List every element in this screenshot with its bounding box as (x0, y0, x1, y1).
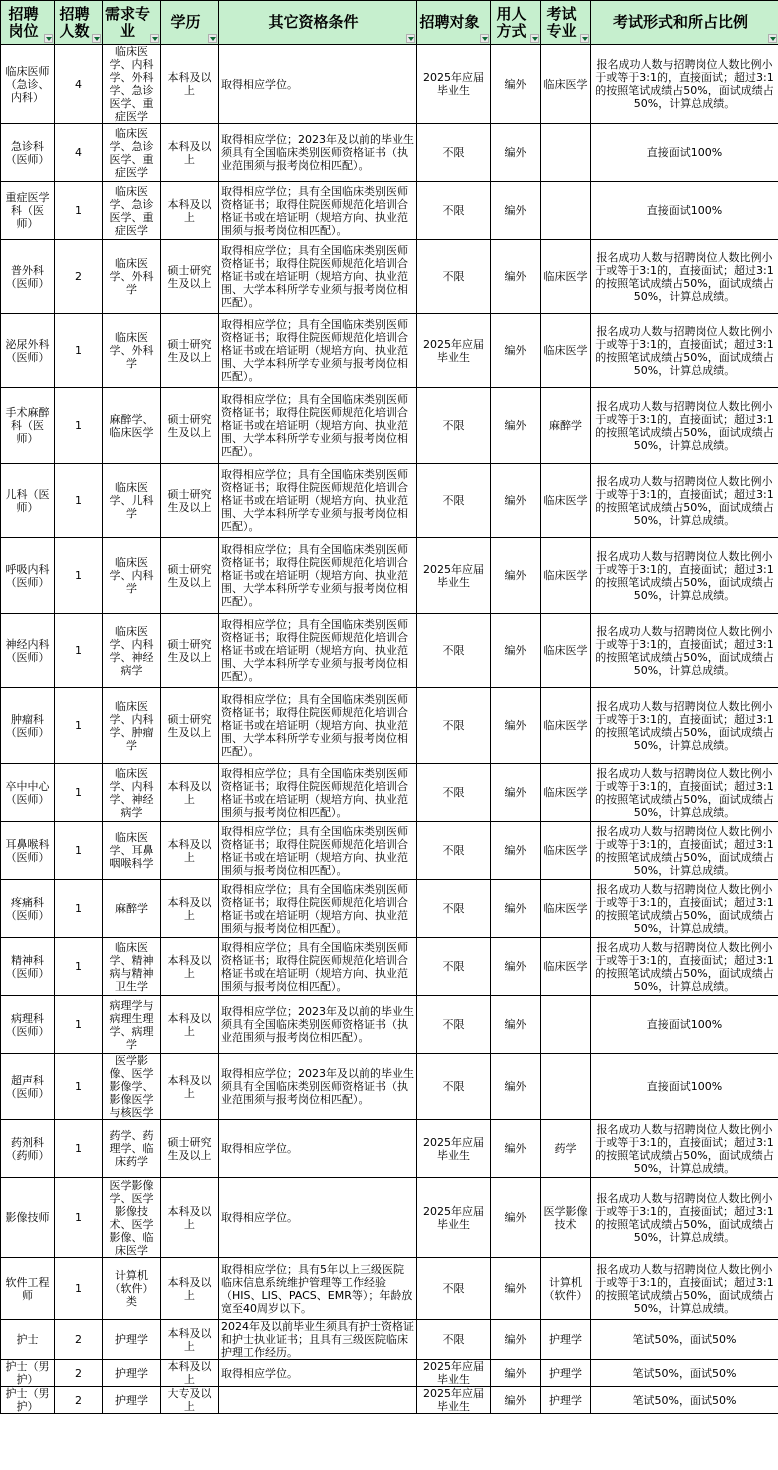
count-cell[interactable]: 4 (55, 45, 103, 124)
major-cell[interactable]: 护理学 (103, 1360, 161, 1387)
count-cell[interactable]: 1 (55, 938, 103, 996)
qualification-cell[interactable]: 取得相应学位。 (219, 45, 417, 124)
exam-major-cell[interactable]: 麻醉学 (541, 388, 591, 464)
header-cell[interactable] (591, 1, 778, 45)
major-cell[interactable]: 临床医学、急诊医学、重症医学 (103, 124, 161, 182)
qualification-cell[interactable]: 取得相应学位；具有5年以上三级医院临床信息系统维护管理等工作经验（HIS、LIS、PACS、EMR等）；年龄放宽至40周岁以下。 (219, 1258, 417, 1320)
header-label: 考试专业 (546, 4, 577, 40)
employment-mode-cell[interactable]: 编外 (491, 1054, 541, 1120)
education-cell[interactable]: 本科及以上 (161, 1054, 219, 1120)
education-cell[interactable]: 硕士研究生及以上 (161, 1120, 219, 1178)
exam-format-cell[interactable]: 报名成功人数与招聘岗位人数比例小于或等于3:1的，直接面试；超过3:1的按照笔试成绩占50%，面试成绩占50%，计算总成绩。 (591, 938, 778, 996)
major-cell[interactable]: 临床医学、内科学、神经病学 (103, 614, 161, 688)
education-cell[interactable]: 大专及以上 (161, 1387, 219, 1414)
employment-mode-cell[interactable]: 编外 (491, 764, 541, 822)
target-cell[interactable]: 不限 (417, 822, 491, 880)
employment-mode-cell[interactable]: 编外 (491, 314, 541, 388)
position-cell[interactable]: 软件工程师 (1, 1258, 55, 1320)
employment-mode-cell[interactable]: 编外 (491, 182, 541, 240)
exam-major-cell[interactable]: 医学影像技术 (541, 1178, 591, 1258)
header-cell[interactable] (219, 1, 417, 45)
qualification-cell[interactable]: 取得相应学位；具有全国临床类别医师资格证书；取得住院医师规范化培训合格证书或在培证明（规培方向、执业范围、大学本科所学专业须与报考岗位相匹配）。 (219, 614, 417, 688)
count-cell[interactable]: 1 (55, 1258, 103, 1320)
employment-mode-cell[interactable]: 编外 (491, 614, 541, 688)
target-cell[interactable]: 2025年应届毕业生 (417, 1387, 491, 1414)
major-cell[interactable]: 计算机（软件）类 (103, 1258, 161, 1320)
exam-major-cell[interactable]: 护理学 (541, 1320, 591, 1360)
table-row[interactable] (1, 388, 778, 464)
employment-mode-cell[interactable]: 编外 (491, 464, 541, 538)
education-cell[interactable]: 硕士研究生及以上 (161, 614, 219, 688)
target-cell[interactable]: 不限 (417, 388, 491, 464)
count-cell[interactable]: 2 (55, 1360, 103, 1387)
exam-format-cell[interactable]: 报名成功人数与招聘岗位人数比例小于或等于3:1的，直接面试；超过3:1的按照笔试成绩占50%，面试成绩占50%，计算总成绩。 (591, 1258, 778, 1320)
table-row[interactable] (1, 1120, 778, 1178)
qualification-cell[interactable]: 取得相应学位；具有全国临床类别医师资格证书；取得住院医师规范化培训合格证书或在培证明（规培方向、执业范围、大学本科所学专业须与报考岗位相匹配）。 (219, 388, 417, 464)
target-cell[interactable]: 2025年应届毕业生 (417, 45, 491, 124)
table-row[interactable] (1, 1178, 778, 1258)
position-cell[interactable]: 疼痛科（医师） (1, 880, 55, 938)
exam-format-cell[interactable]: 笔试50%，面试50% (591, 1320, 778, 1360)
table-row[interactable] (1, 996, 778, 1054)
qualification-cell[interactable]: 取得相应学位；2023年及以前的毕业生须具有全国临床类别医师资格证书（执业范围须与报考岗位相匹配）。 (219, 124, 417, 182)
qualification-cell[interactable]: 取得相应学位；2023年及以前的毕业生须具有全国临床类别医师资格证书（执业范围须与报考岗位相匹配）。 (219, 1054, 417, 1120)
target-cell[interactable]: 不限 (417, 996, 491, 1054)
target-cell[interactable]: 2025年应届毕业生 (417, 1178, 491, 1258)
header-cell[interactable] (541, 1, 591, 45)
header-label: 学历 (170, 13, 201, 31)
position-cell[interactable]: 护士 (1, 1320, 55, 1360)
position-cell[interactable]: 临床医师（急诊、内科） (1, 45, 55, 124)
target-cell[interactable]: 不限 (417, 1054, 491, 1120)
table-row[interactable] (1, 182, 778, 240)
filter-dropdown-icon[interactable] (580, 34, 589, 43)
education-cell[interactable]: 本科及以上 (161, 880, 219, 938)
position-cell[interactable]: 泌尿外科（医师） (1, 314, 55, 388)
position-cell[interactable]: 儿科（医师） (1, 464, 55, 538)
header-cell[interactable] (55, 1, 103, 45)
employment-mode-cell[interactable]: 编外 (491, 880, 541, 938)
qualification-cell[interactable]: 取得相应学位；具有全国临床类别医师资格证书；取得住院医师规范化培训合格证书或在培证明（规培方向、执业范围、大学本科所学专业须与报考岗位相匹配）。 (219, 314, 417, 388)
employment-mode-cell[interactable]: 编外 (491, 1258, 541, 1320)
employment-mode-cell[interactable]: 编外 (491, 1387, 541, 1414)
table-row[interactable] (1, 538, 778, 614)
qualification-cell[interactable]: 取得相应学位；具有全国临床类别医师资格证书；取得住院医师规范化培训合格证书或在培证明（规培方向、执业范围、大学本科所学专业须与报考岗位相匹配）。 (219, 464, 417, 538)
exam-format-cell[interactable]: 报名成功人数与招聘岗位人数比例小于或等于3:1的，直接面试；超过3:1的按照笔试成绩占50%，面试成绩占50%，计算总成绩。 (591, 388, 778, 464)
table-row[interactable] (1, 124, 778, 182)
position-cell[interactable]: 药剂科（药师） (1, 1120, 55, 1178)
header-cell[interactable] (491, 1, 541, 45)
qualification-cell[interactable]: 取得相应学位。 (219, 1178, 417, 1258)
target-cell[interactable]: 2025年应届毕业生 (417, 538, 491, 614)
count-cell[interactable]: 1 (55, 464, 103, 538)
count-cell[interactable]: 2 (55, 1320, 103, 1360)
education-cell[interactable]: 硕士研究生及以上 (161, 464, 219, 538)
count-cell[interactable]: 1 (55, 388, 103, 464)
filter-dropdown-icon[interactable] (92, 34, 101, 43)
exam-format-cell[interactable]: 报名成功人数与招聘岗位人数比例小于或等于3:1的，直接面试；超过3:1的按照笔试成绩占50%，面试成绩占50%，计算总成绩。 (591, 688, 778, 764)
major-cell[interactable]: 临床医学、内科学、肿瘤学 (103, 688, 161, 764)
table-row[interactable] (1, 240, 778, 314)
exam-major-cell[interactable]: 护理学 (541, 1387, 591, 1414)
major-cell[interactable]: 病理学与病理生理学、病理学 (103, 996, 161, 1054)
exam-major-cell[interactable] (541, 1054, 591, 1120)
header-label: 需求专业 (105, 4, 151, 40)
table-row[interactable] (1, 45, 778, 124)
employment-mode-cell[interactable]: 编外 (491, 1320, 541, 1360)
position-cell[interactable]: 影像技师 (1, 1178, 55, 1258)
exam-format-cell[interactable]: 报名成功人数与招聘岗位人数比例小于或等于3:1的，直接面试；超过3:1的按照笔试成绩占50%，面试成绩占50%，计算总成绩。 (591, 614, 778, 688)
exam-format-cell[interactable]: 报名成功人数与招聘岗位人数比例小于或等于3:1的，直接面试；超过3:1的按照笔试成绩占50%，面试成绩占50%，计算总成绩。 (591, 45, 778, 124)
major-cell[interactable]: 麻醉学、临床医学 (103, 388, 161, 464)
table-row[interactable] (1, 614, 778, 688)
count-cell[interactable]: 1 (55, 1178, 103, 1258)
table-row[interactable] (1, 1054, 778, 1120)
target-cell[interactable]: 不限 (417, 614, 491, 688)
table-row[interactable] (1, 938, 778, 996)
position-cell[interactable]: 耳鼻喉科（医师） (1, 822, 55, 880)
education-cell[interactable]: 本科及以上 (161, 764, 219, 822)
position-cell[interactable]: 呼吸内科（医师） (1, 538, 55, 614)
exam-format-cell[interactable]: 报名成功人数与招聘岗位人数比例小于或等于3:1的，直接面试；超过3:1的按照笔试成绩占50%，面试成绩占50%，计算总成绩。 (591, 464, 778, 538)
qualification-cell[interactable]: 取得相应学位；具有全国临床类别医师资格证书；取得住院医师规范化培训合格证书或在培证明（规培方向、执业范围、大学本科所学专业须与报考岗位相匹配）。 (219, 240, 417, 314)
header-cell[interactable] (417, 1, 491, 45)
exam-major-cell[interactable]: 计算机（软件） (541, 1258, 591, 1320)
filter-dropdown-icon[interactable] (480, 34, 489, 43)
education-cell[interactable]: 硕士研究生及以上 (161, 240, 219, 314)
position-cell[interactable]: 病理科（医师） (1, 996, 55, 1054)
filter-dropdown-icon[interactable] (44, 34, 53, 43)
exam-format-cell[interactable]: 笔试50%，面试50% (591, 1360, 778, 1387)
header-label: 招聘人数 (59, 4, 90, 40)
employment-mode-cell[interactable]: 编外 (491, 1178, 541, 1258)
filter-dropdown-icon[interactable] (406, 34, 415, 43)
major-cell[interactable]: 临床医学、精神病与精神卫生学 (103, 938, 161, 996)
education-cell[interactable]: 硕士研究生及以上 (161, 688, 219, 764)
exam-format-cell[interactable]: 报名成功人数与招聘岗位人数比例小于或等于3:1的，直接面试；超过3:1的按照笔试成绩占50%，面试成绩占50%，计算总成绩。 (591, 538, 778, 614)
education-cell[interactable]: 本科及以上 (161, 938, 219, 996)
qualification-cell[interactable]: 取得相应学位；具有全国临床类别医师资格证书；取得住院医师规范化培训合格证书或在培证明（规培方向、执业范围、大学本科所学专业须与报考岗位相匹配）。 (219, 538, 417, 614)
exam-major-cell[interactable]: 临床医学 (541, 464, 591, 538)
count-cell[interactable]: 2 (55, 240, 103, 314)
position-cell[interactable]: 卒中中心（医师） (1, 764, 55, 822)
employment-mode-cell[interactable]: 编外 (491, 1360, 541, 1387)
major-cell[interactable]: 临床医学、内科学 (103, 538, 161, 614)
education-cell[interactable]: 硕士研究生及以上 (161, 538, 219, 614)
exam-major-cell[interactable]: 药学 (541, 1120, 591, 1178)
exam-major-cell[interactable]: 临床医学 (541, 880, 591, 938)
count-cell[interactable]: 1 (55, 822, 103, 880)
education-cell[interactable]: 硕士研究生及以上 (161, 314, 219, 388)
education-cell[interactable]: 本科及以上 (161, 996, 219, 1054)
education-cell[interactable]: 本科及以上 (161, 182, 219, 240)
table-row[interactable] (1, 1360, 778, 1387)
count-cell[interactable]: 1 (55, 996, 103, 1054)
count-cell[interactable]: 1 (55, 1120, 103, 1178)
employment-mode-cell[interactable]: 编外 (491, 240, 541, 314)
exam-major-cell[interactable] (541, 182, 591, 240)
exam-major-cell[interactable] (541, 996, 591, 1054)
header-cell[interactable] (161, 1, 219, 45)
exam-format-cell[interactable]: 报名成功人数与招聘岗位人数比例小于或等于3:1的，直接面试；超过3:1的按照笔试成绩占50%，面试成绩占50%，计算总成绩。 (591, 240, 778, 314)
qualification-cell[interactable]: 取得相应学位。 (219, 1120, 417, 1178)
exam-major-cell[interactable]: 临床医学 (541, 240, 591, 314)
exam-major-cell[interactable]: 临床医学 (541, 938, 591, 996)
education-cell[interactable]: 本科及以上 (161, 1360, 219, 1387)
qualification-cell[interactable]: 取得相应学位；2023年及以前的毕业生须具有全国临床类别医师资格证书（执业范围须与报考岗位相匹配）。 (219, 996, 417, 1054)
major-cell[interactable]: 药学、药理学、临床药学 (103, 1120, 161, 1178)
exam-format-cell[interactable]: 报名成功人数与招聘岗位人数比例小于或等于3:1的，直接面试；超过3:1的按照笔试成绩占50%，面试成绩占50%，计算总成绩。 (591, 764, 778, 822)
education-cell[interactable]: 本科及以上 (161, 45, 219, 124)
exam-format-cell[interactable]: 报名成功人数与招聘岗位人数比例小于或等于3:1的，直接面试；超过3:1的按照笔试成绩占50%，面试成绩占50%，计算总成绩。 (591, 1120, 778, 1178)
exam-format-cell[interactable]: 直接面试100% (591, 996, 778, 1054)
exam-major-cell[interactable]: 临床医学 (541, 688, 591, 764)
qualification-cell[interactable]: 取得相应学位；具有全国临床类别医师资格证书；取得住院医师规范化培训合格证书或在培证明（规培方向、执业范围须与报考岗位相匹配）。 (219, 764, 417, 822)
position-cell[interactable]: 神经内科（医师） (1, 614, 55, 688)
table-row[interactable] (1, 822, 778, 880)
count-cell[interactable]: 1 (55, 764, 103, 822)
exam-major-cell[interactable]: 临床医学 (541, 538, 591, 614)
header-cell[interactable] (1, 1, 55, 45)
table-row[interactable] (1, 880, 778, 938)
major-cell[interactable]: 临床医学、内科学、神经病学 (103, 764, 161, 822)
major-cell[interactable]: 护理学 (103, 1320, 161, 1360)
position-cell[interactable]: 普外科（医师） (1, 240, 55, 314)
count-cell[interactable]: 1 (55, 880, 103, 938)
target-cell[interactable]: 2025年应届毕业生 (417, 1120, 491, 1178)
header-label: 招聘岗位 (8, 4, 39, 40)
major-cell[interactable]: 临床医学、急诊医学、重症医学 (103, 182, 161, 240)
qualification-cell[interactable] (219, 1387, 417, 1414)
target-cell[interactable]: 不限 (417, 688, 491, 764)
target-cell[interactable]: 2025年应届毕业生 (417, 314, 491, 388)
position-cell[interactable]: 手术麻醉科（医师） (1, 388, 55, 464)
count-cell[interactable]: 1 (55, 182, 103, 240)
exam-major-cell[interactable]: 临床医学 (541, 45, 591, 124)
count-cell[interactable]: 1 (55, 1054, 103, 1120)
employment-mode-cell[interactable]: 编外 (491, 822, 541, 880)
exam-major-cell[interactable] (541, 124, 591, 182)
major-cell[interactable]: 麻醉学 (103, 880, 161, 938)
exam-format-cell[interactable]: 报名成功人数与招聘岗位人数比例小于或等于3:1的，直接面试；超过3:1的按照笔试成绩占50%，面试成绩占50%，计算总成绩。 (591, 314, 778, 388)
employment-mode-cell[interactable]: 编外 (491, 938, 541, 996)
employment-mode-cell[interactable]: 编外 (491, 996, 541, 1054)
qualification-cell[interactable]: 取得相应学位；具有全国临床类别医师资格证书；取得住院医师规范化培训合格证书或在培证明（规培方向、执业范围、大学本科所学专业须与报考岗位相匹配）。 (219, 688, 417, 764)
qualification-cell[interactable]: 取得相应学位；具有全国临床类别医师资格证书；取得住院医师规范化培训合格证书或在培证明（规培方向、执业范围须与报考岗位相匹配）。 (219, 182, 417, 240)
count-cell[interactable]: 1 (55, 314, 103, 388)
education-cell[interactable]: 本科及以上 (161, 822, 219, 880)
table-row[interactable] (1, 688, 778, 764)
filter-dropdown-icon[interactable] (150, 34, 159, 43)
education-cell[interactable]: 本科及以上 (161, 1178, 219, 1258)
target-cell[interactable]: 不限 (417, 124, 491, 182)
target-cell[interactable]: 不限 (417, 938, 491, 996)
position-cell[interactable]: 护士（男护） (1, 1360, 55, 1387)
position-cell[interactable]: 急诊科（医师） (1, 124, 55, 182)
table-row[interactable] (1, 1320, 778, 1360)
target-cell[interactable]: 不限 (417, 1320, 491, 1360)
qualification-cell[interactable]: 取得相应学位；具有全国临床类别医师资格证书；取得住院医师规范化培训合格证书或在培证明（规培方向、执业范围须与报考岗位相匹配）。 (219, 938, 417, 996)
header-label: 考试形式和所占比例 (612, 13, 748, 31)
employment-mode-cell[interactable]: 编外 (491, 124, 541, 182)
position-cell[interactable]: 重症医学科（医师） (1, 182, 55, 240)
education-cell[interactable]: 本科及以上 (161, 124, 219, 182)
count-cell[interactable]: 1 (55, 538, 103, 614)
major-cell[interactable]: 临床医学、外科学 (103, 240, 161, 314)
employment-mode-cell[interactable]: 编外 (491, 388, 541, 464)
header-row (1, 1, 778, 45)
exam-format-cell[interactable]: 报名成功人数与招聘岗位人数比例小于或等于3:1的，直接面试；超过3:1的按照笔试成绩占50%，面试成绩占50%，计算总成绩。 (591, 880, 778, 938)
count-cell[interactable]: 2 (55, 1387, 103, 1414)
education-cell[interactable]: 硕士研究生及以上 (161, 388, 219, 464)
header-label: 用人方式 (496, 4, 527, 40)
target-cell[interactable]: 不限 (417, 182, 491, 240)
qualification-cell[interactable]: 取得相应学位。 (219, 1360, 417, 1387)
employment-mode-cell[interactable]: 编外 (491, 538, 541, 614)
exam-format-cell[interactable]: 笔试50%，面试50% (591, 1387, 778, 1414)
position-cell[interactable]: 精神科（医师） (1, 938, 55, 996)
exam-major-cell[interactable]: 临床医学 (541, 764, 591, 822)
filter-dropdown-icon[interactable] (208, 34, 217, 43)
header-label: 招聘对象 (419, 13, 480, 31)
count-cell[interactable]: 1 (55, 688, 103, 764)
target-cell[interactable]: 不限 (417, 240, 491, 314)
target-cell[interactable]: 2025年应届毕业生 (417, 1360, 491, 1387)
exam-format-cell[interactable]: 直接面试100% (591, 182, 778, 240)
table-row[interactable] (1, 764, 778, 822)
table-row[interactable] (1, 314, 778, 388)
employment-mode-cell[interactable]: 编外 (491, 45, 541, 124)
qualification-cell[interactable]: 取得相应学位；具有全国临床类别医师资格证书；取得住院医师规范化培训合格证书或在培证明（规培方向、执业范围须与报考岗位相匹配）。 (219, 880, 417, 938)
major-cell[interactable]: 临床医学、外科学 (103, 314, 161, 388)
table-row[interactable] (1, 464, 778, 538)
major-cell[interactable]: 医学影像、医学影像学、影像医学与核医学 (103, 1054, 161, 1120)
position-cell[interactable]: 肿瘤科（医师） (1, 688, 55, 764)
target-cell[interactable]: 不限 (417, 880, 491, 938)
position-cell[interactable]: 护士（男护） (1, 1387, 55, 1414)
target-cell[interactable]: 不限 (417, 1258, 491, 1320)
exam-major-cell[interactable]: 临床医学 (541, 822, 591, 880)
major-cell[interactable]: 护理学 (103, 1387, 161, 1414)
exam-format-cell[interactable]: 直接面试100% (591, 1054, 778, 1120)
qualification-cell[interactable]: 取得相应学位；具有全国临床类别医师资格证书；取得住院医师规范化培训合格证书或在培证明（规培方向、执业范围须与报考岗位相匹配）。 (219, 822, 417, 880)
filter-dropdown-icon[interactable] (530, 34, 539, 43)
employment-mode-cell[interactable]: 编外 (491, 1120, 541, 1178)
exam-major-cell[interactable]: 临床医学 (541, 614, 591, 688)
exam-format-cell[interactable]: 报名成功人数与招聘岗位人数比例小于或等于3:1的，直接面试；超过3:1的按照笔试成绩占50%，面试成绩占50%，计算总成绩。 (591, 822, 778, 880)
table-row[interactable] (1, 1387, 778, 1414)
major-cell[interactable]: 临床医学、耳鼻咽喉科学 (103, 822, 161, 880)
target-cell[interactable]: 不限 (417, 764, 491, 822)
table-row[interactable] (1, 1258, 778, 1320)
count-cell[interactable]: 4 (55, 124, 103, 182)
qualification-cell[interactable]: 2024年及以前毕业生须具有护士资格证和护士执业证书；且具有三级医院临床护理工作经历。 (219, 1320, 417, 1360)
employment-mode-cell[interactable]: 编外 (491, 688, 541, 764)
major-cell[interactable]: 医学影像学、医学影像技术、医学影像、临床医学 (103, 1178, 161, 1258)
exam-major-cell[interactable]: 护理学 (541, 1360, 591, 1387)
header-cell[interactable] (103, 1, 161, 45)
education-cell[interactable]: 本科及以上 (161, 1258, 219, 1320)
header-label: 其它资格条件 (268, 13, 359, 31)
exam-format-cell[interactable]: 报名成功人数与招聘岗位人数比例小于或等于3:1的，直接面试；超过3:1的按照笔试成绩占50%，面试成绩占50%，计算总成绩。 (591, 1178, 778, 1258)
filter-dropdown-icon[interactable] (768, 34, 777, 43)
count-cell[interactable]: 1 (55, 614, 103, 688)
education-cell[interactable]: 本科及以上 (161, 1320, 219, 1360)
exam-major-cell[interactable]: 临床医学 (541, 314, 591, 388)
target-cell[interactable]: 不限 (417, 464, 491, 538)
major-cell[interactable]: 临床医学、儿科学 (103, 464, 161, 538)
exam-format-cell[interactable]: 直接面试100% (591, 124, 778, 182)
position-cell[interactable]: 超声科（医师） (1, 1054, 55, 1120)
major-cell[interactable]: 临床医学、内科学、外科学、急诊医学、重症医学 (103, 45, 161, 124)
